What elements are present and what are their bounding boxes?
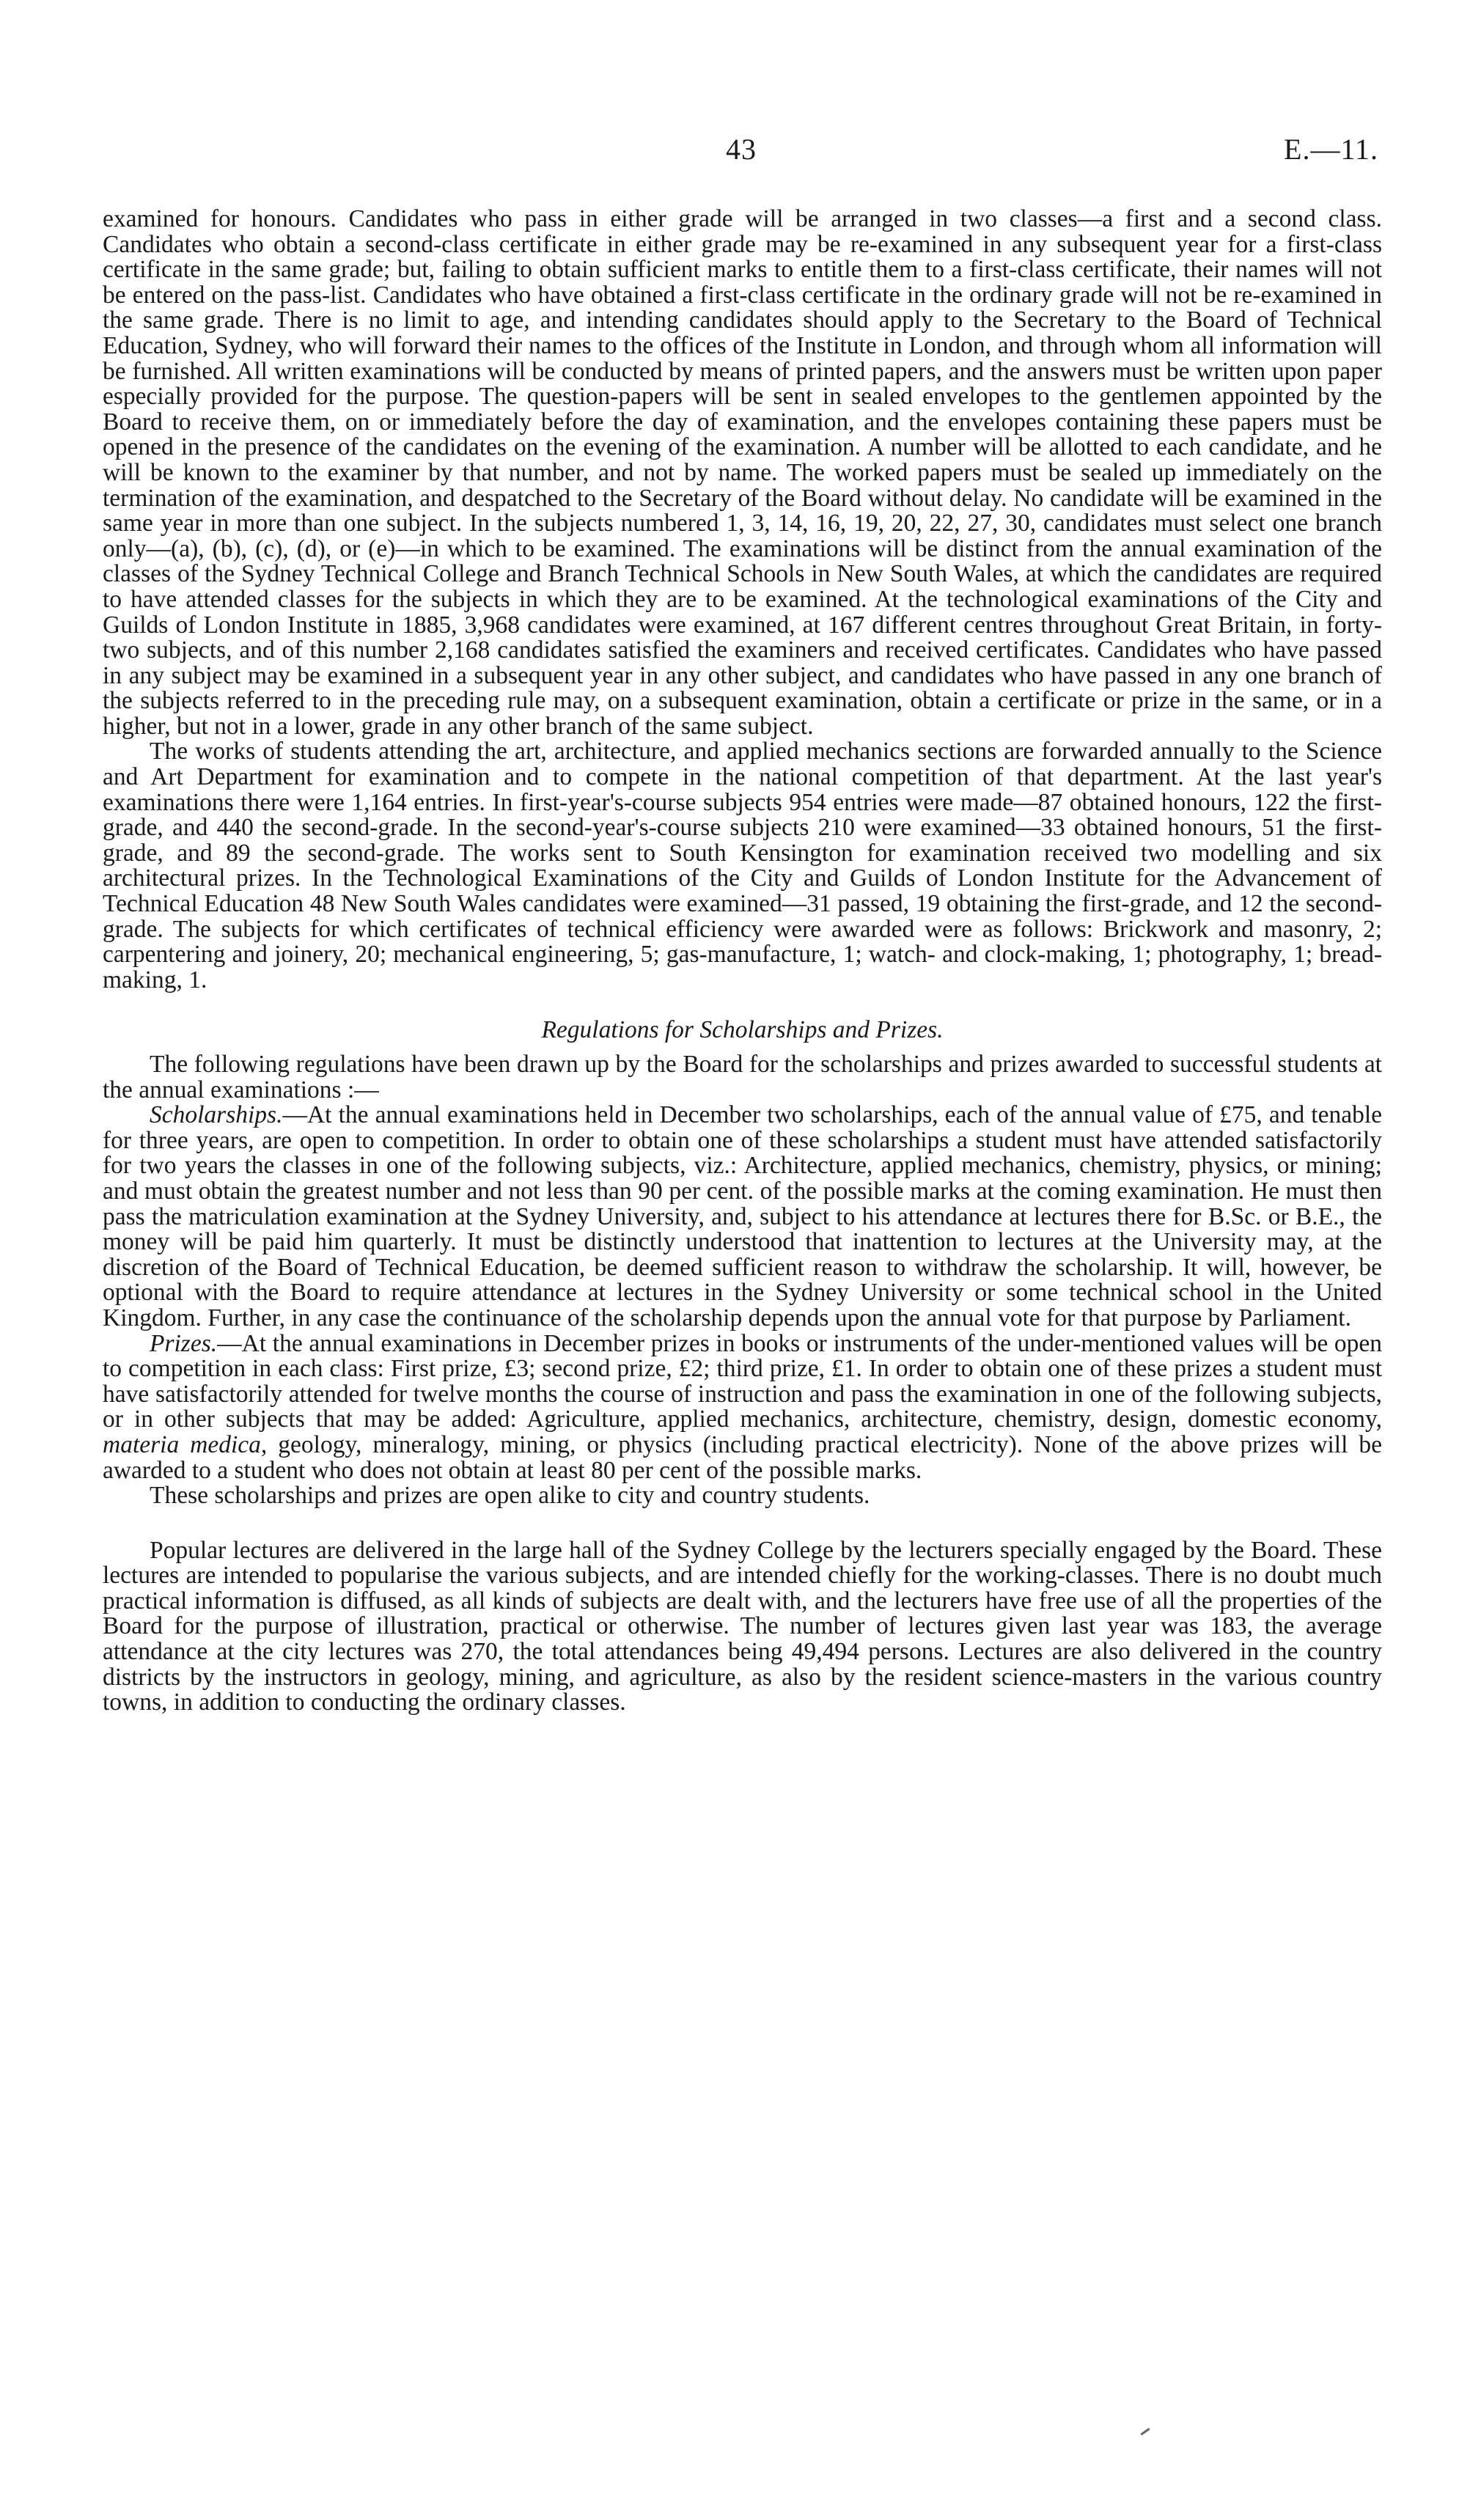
prizes-text-italic: materia medica — [103, 1430, 261, 1458]
scholarships-lead: Scholarships. — [150, 1101, 283, 1129]
page-number: 43 — [726, 133, 757, 166]
paragraph-popular-lectures: Popular lectures are delivered in the large hall of the Sydney College by the lecturers specially engaged by the Board. These lectures are intended to popularise the various subjects, and are intended chiefly for the working-classes. There is no doubt much practical information is diffused, as all kinds of subjects are dealt with, and the lecturers have free use of all the properties of the Board for the purpose of illustration, practical or otherwise. The number of lectures given last year was 183, the average attendance at the city lectures was 270, the total attendances being 49,494 persons. Lectures are also delivered in the country districts by the instructors in geology, mining, and agriculture, as also by the resident science-masters in the various country towns, in addition to conducting the ordinary classes. — [103, 1536, 1382, 1716]
prizes-text-a: —At the annual examinations in December prizes in books or instruments of the under-mentioned values will be open to competition in each class: First prize, £3; second prize, £2; third prize, £1. In order to obtain one of these prizes a student must have satisfactorily attended for twelve months the course of instruction and pass the examination in one of the following subjects, or in other subjects that may be added: Agriculture, applied mechanics, architecture, chemistry, design, domestic economy, — [103, 1329, 1382, 1433]
prizes-text-b: , geology, mineralogy, mining, or physics (including practical electricity). None of the above prizes will be awarded to a student who does not obtain at least 80 per cent of the possible marks. — [103, 1430, 1382, 1484]
prizes-lead: Prizes. — [150, 1329, 218, 1357]
paragraph-scholarships — [103, 1103, 1382, 1331]
scholarships-text: —At the annual examinations held in December two scholarships, each of the annual value of £75, and tenable for three years, are open to competition. In order to obtain one of these scholarships a student must have attended satisfactorily for two years the classes in one of the following subjects, viz.: Architecture, applied mechanics, chemistry, physics, or mining; and must obtain the greatest number and not less than 90 per cent. of the possible marks at the coming examination. He must then pass the matriculation examination at the Sydney University, and, subject to his attendance at lectures there for B.Sc. or B.E., the money will be paid him quarterly. It must be distinctly understood that inattention to lectures at the University may, at the discretion of the Board of Technical Education, be deemed sufficient reason to withdraw the scholarship. It will, however, be optional with the Board to require attendance at lectures in the Sydney University or some technical school in the United Kingdom. Further, in any case the continuance of the scholarship depends upon the annual vote for that purpose by Parliament. — [103, 1101, 1382, 1331]
paragraph-art-works: The works of students attending the art, architecture, and applied mechanics sections are forwarded annually to the Science and Art Department for examination and to compete in the national competition of that department. At the last year's examinations there were 1,164 entries. In first-year's-course subjects 954 entries were made—87 obtained honours, 122 the first-grade, and 440 the second-grade. In the second-year's-course subjects 210 were examined—33 obtained honours, 51 the first-grade, and 89 the second-grade. The works sent to South Kensington for examination received two modelling and six architectural prizes. In the Technological Examinations of the City and Guilds of London Institute for the Advancement of Technical Education 48 New South Wales candidates were examined—31 passed, 19 obtaining the first-grade, and 12 the second-grade. The subjects for which certificates of technical efficiency were awarded were as follows: Brickwork and masonry, 2; carpentering and joinery, 20; mechanical engineering, 5; gas-manufacture, 1; watch- and clock-making, 1; photography, 1; bread-making, 1. — [103, 738, 1382, 993]
section-heading-regulations: Regulations for Scholarships and Prizes. — [541, 1016, 944, 1044]
paragraph-examination-rules: examined for honours. Candidates who pass in either grade will be arranged in two classes—a first and a second class. Candidates who obtain a second-class certificate in either grade may be re-examined in any subsequent year for a first-class certificate in the same grade; but, failing to obtain sufficient marks to entitle them to a first-class certificate, their names will not be entered on the pass-list. Candidates who have obtained a first-class certificate in the ordinary grade will not be re-examined in the same grade. There is no limit to age, and intending candidates should apply to the Secretary to the Board of Technical Education, Sydney, who will forward their names to the offices of the Institute in London, and through whom all information will be furnished. All written examinations will be conducted by means of printed papers, and the answers must be written upon paper especially provided for the purpose. The question-papers will be sent in sealed envelopes to the gentlemen appointed by the Board to receive them, on or immediately before the day of examination, and the envelopes containing these papers must be opened in the presence of the candidates on the evening of the examination. A number will be allotted to each candidate, and he will be known to the examiner by that number, and not by name. The worked papers must be sealed up immediately on the termination of the examination, and despatched to the Secretary of the Board without delay. No candidate will be examined in the same year in more than one subject. In the subjects numbered 1, 3, 14, 16, 19, 20, 22, 27, 30, candidates must select one branch only—(a), (b), (c), (d), or (e)—in which to be examined. The examinations will be distinct from the annual examination of the classes of the Sydney Technical College and Branch Technical Schools in New South Wales, at which the candidates are required to have attended classes for the subjects in which they are to be examined. At the technological examinations of the City and Guilds of London Institute in 1885, 3,968 candidates were examined, at 167 different centres throughout Great Britain, in forty-two subjects, and of this number 2,168 candidates satisfied the examiners and received certificates. Candidates who have passed in any subject may be examined in a subsequent year in any other subject, and candidates who have passed in any one branch of the subjects referred to in the preceding rule may, on a subsequent examination, obtain a certificate or prize in the same, or in a higher, but not in a lower, grade in any other branch of the same subject. — [103, 205, 1382, 740]
document-reference: E.—11. — [1284, 133, 1378, 166]
paragraph-prizes — [103, 1331, 1382, 1484]
paragraph-open-to-all: These scholarships and prizes are open alike to city and country students. — [150, 1482, 870, 1510]
stray-pen-mark — [1140, 2428, 1150, 2435]
paragraph-regulations-intro: The following regulations have been drawn up by the Board for the scholarships and prizes awarded to successful students at the annual examinations :— — [103, 1051, 1382, 1103]
page-body — [103, 207, 1382, 1716]
page-header — [0, 132, 1481, 176]
